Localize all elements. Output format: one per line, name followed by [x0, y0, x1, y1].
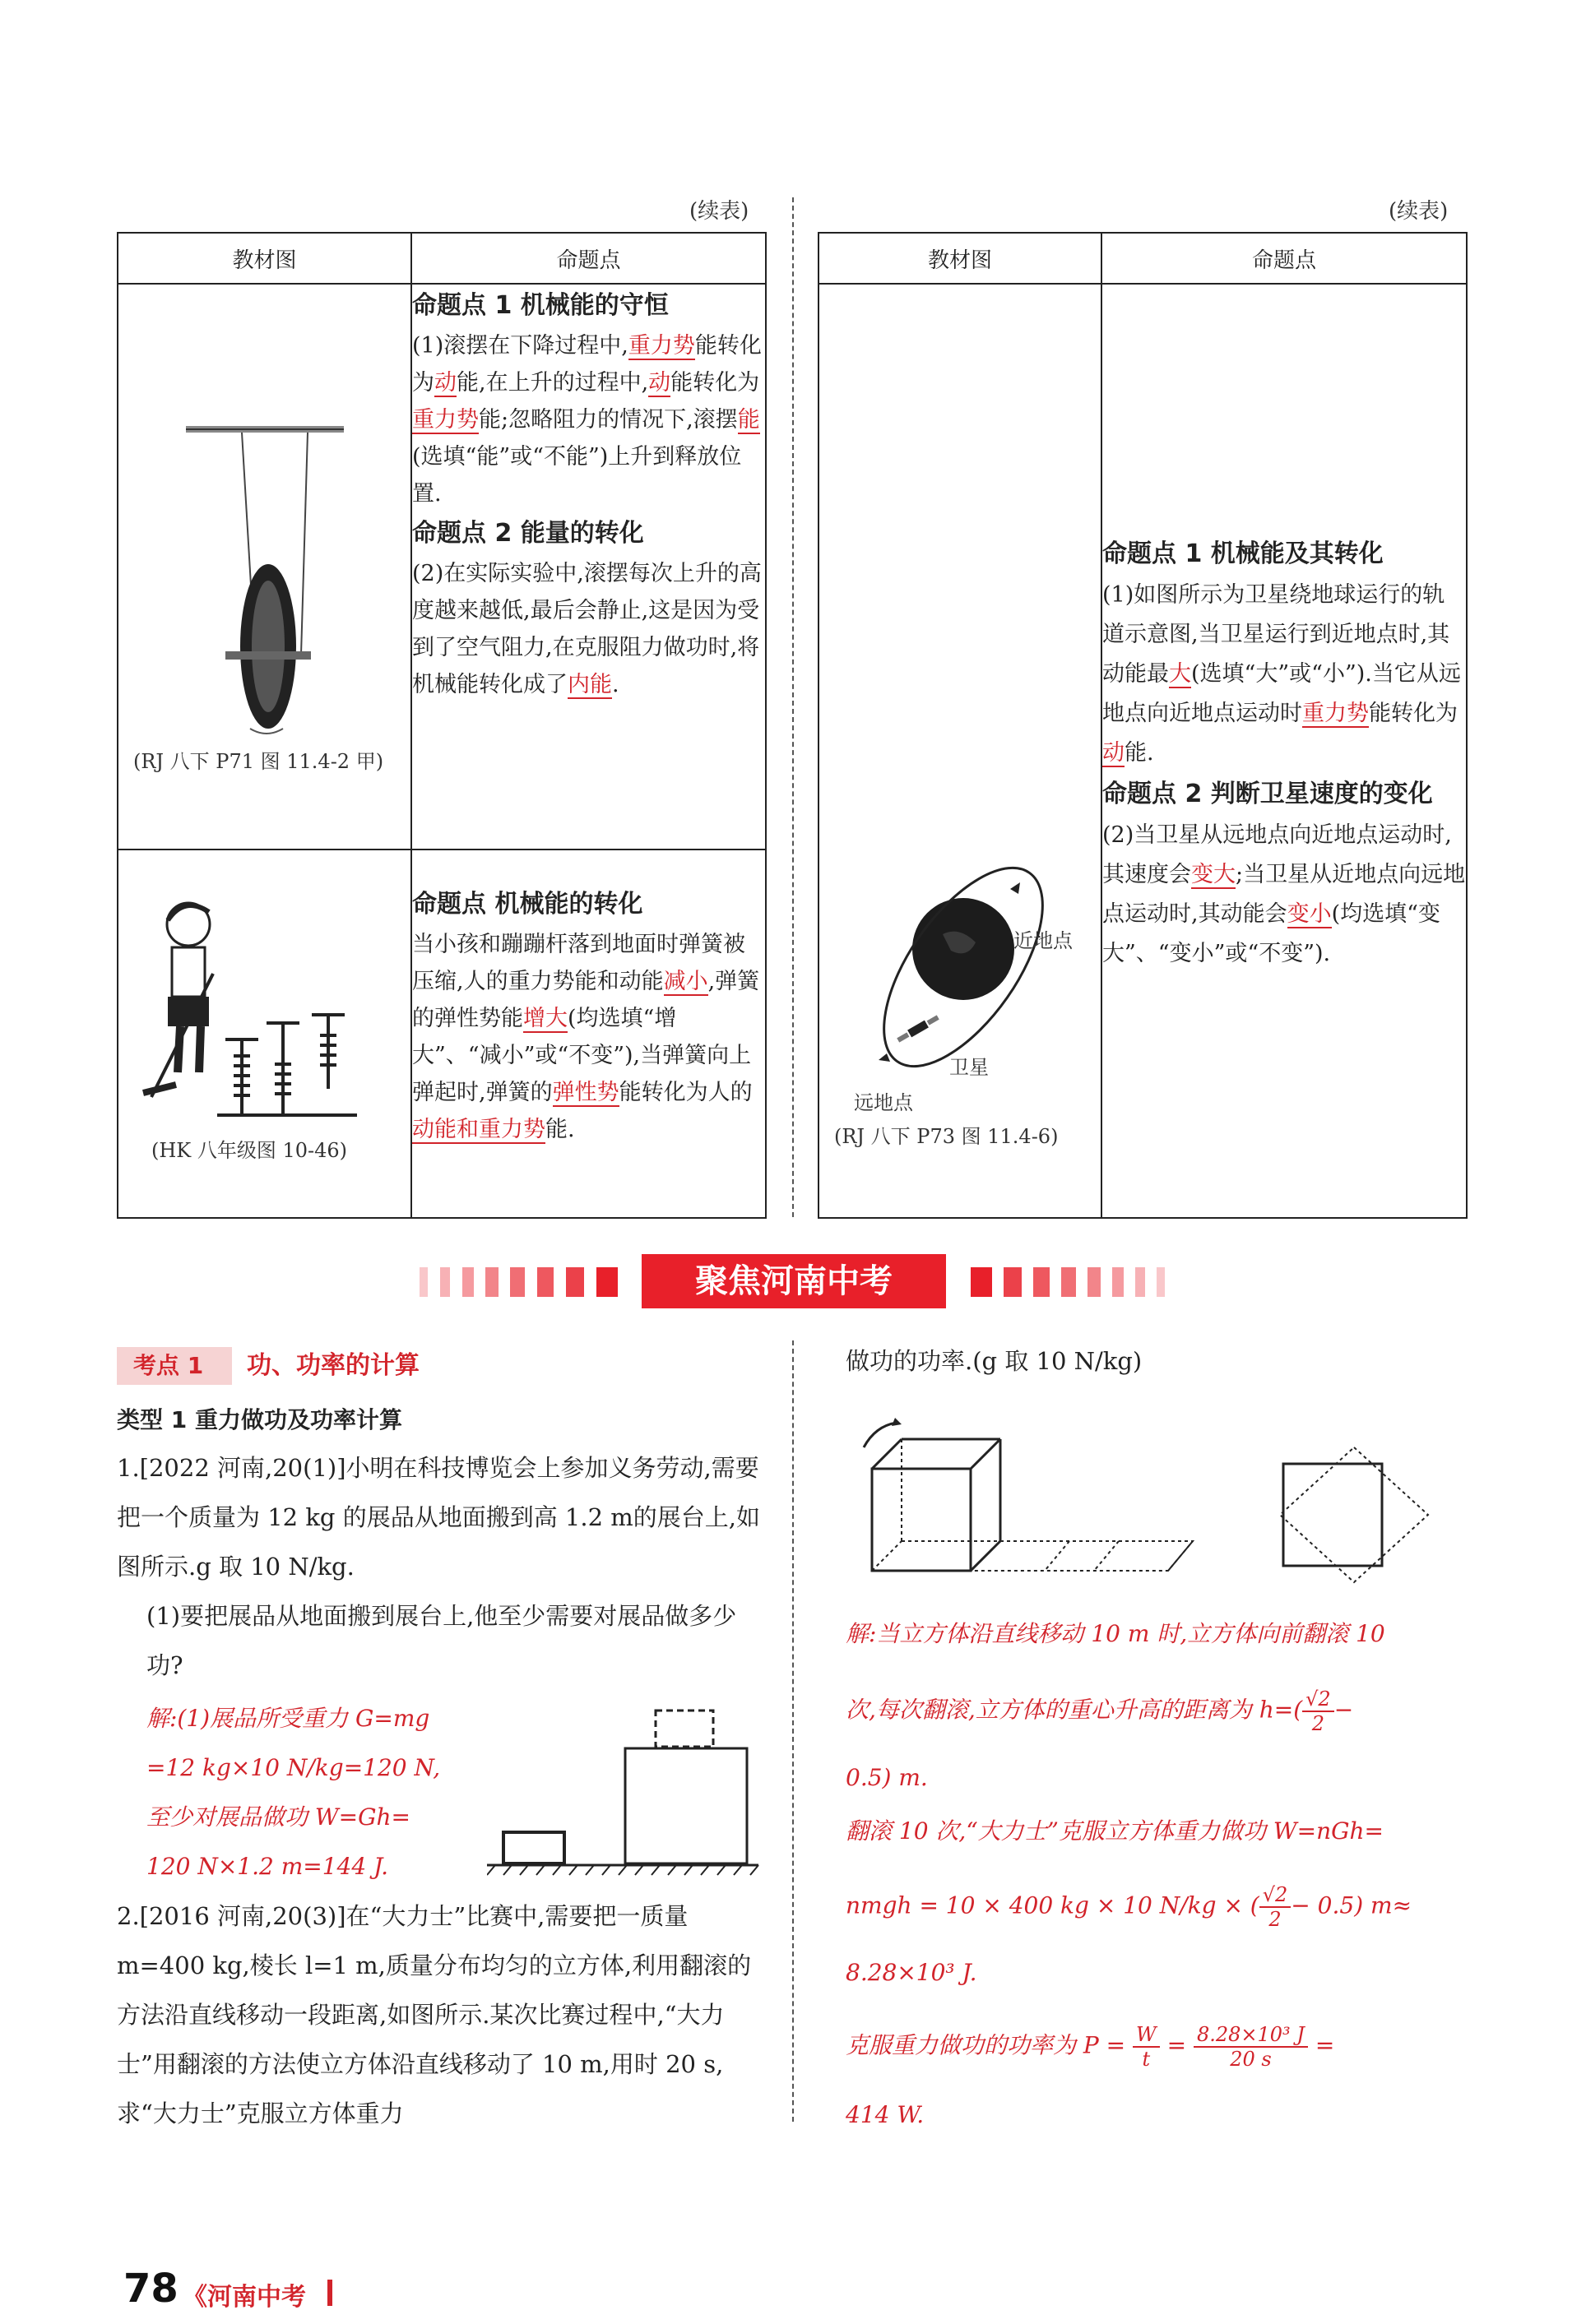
answer-blank: 动能和重力势	[412, 1117, 545, 1142]
left-table-header-point: 命题点	[411, 233, 766, 284]
answer-blank: 动	[648, 370, 671, 396]
satellite-caption: (RJ 八下 P73 图 11.4-6)	[834, 1125, 1059, 1148]
answer-blank: 动	[434, 370, 457, 396]
question-2-answer-line: 翻滚 10 次,“大力士”克服立方体重力做功 W=nGh=	[846, 1817, 1384, 1845]
maxwell-wheel-figure-cell	[118, 284, 411, 850]
answer-blank: 内能	[568, 672, 612, 697]
point-body: (2)在实际实验中,滚摆每次上升的高度越来越低,最后会静止,这是因为受到了空气阻力,在克服阻力做功时,将机械能转化成了内能.	[412, 561, 762, 697]
question-2-answer-line: 414 W.	[846, 2101, 925, 2128]
answer-blank: 动	[1102, 740, 1125, 766]
answer-blank: 重力势	[412, 407, 479, 433]
question-1-sub: (1)要把展品从地面搬到展台上,他至少需要对展品做多少功?	[146, 1602, 737, 1679]
maxwell-wheel-figure	[118, 285, 410, 811]
left-table	[117, 232, 767, 1219]
answer-blank: 变大	[1191, 862, 1236, 887]
banner-stripes-right	[962, 1267, 1193, 1297]
rolling-cube-figure	[847, 1406, 1489, 1595]
answer-blank: 变小	[1287, 901, 1332, 927]
pogo-stick-caption: (HK 八年级图 10-46)	[151, 1139, 348, 1162]
question-2-answer-line: 解:当立方体沿直线移动 10 m 时,立方体向前翻滚 10	[846, 1620, 1385, 1647]
question-2-answer-line: nmgh = 10 × 400 kg × 10 N/kg × ( $\frac{√2}{2}$ − 0.5) m≈	[846, 1883, 1412, 1931]
question-2-text: 2.[2016 河南,20(3)]在“大力士”比赛中,需要把一质量 m=400 kg,棱长 l=1 m,质量分布均匀的立方体,利用翻滚的方法沿直线移动一段距离,如图所示.某次比赛过程中,“大力士”用翻滚的方法使立方体沿直线移动了 10 m,用时 20 s,求“大力士”克服立方体重力	[117, 1902, 752, 2127]
fraction: $\frac{√2}{2}$	[1302, 1687, 1334, 1735]
maxwell-wheel-caption: (RJ 八下 P71 图 11.4-2 甲)	[133, 750, 384, 773]
point-title: 命题点 机械能的转化	[412, 890, 643, 919]
left-table-header-figure: 教材图	[118, 233, 411, 284]
column-divider-top	[792, 197, 794, 1217]
right-table-header-figure: 教材图	[819, 233, 1101, 284]
point-body: 当小孩和蹦蹦杆落到地面时弹簧被压缩,人的重力势能和动能减小,弹簧的弹性势能增大(均选填“增大”、“减小”或“不变”),当弹簧向上弹起时,弹簧的弹性势能转化为人的动能和重力势能.	[412, 932, 760, 1142]
book-name: 《河南中考	[183, 2283, 306, 2312]
question-type-title: 类型 1 重力做功及功率计算	[117, 1406, 402, 1433]
answer-blank: 弹性势	[552, 1080, 619, 1105]
continued-label-left: (续表)	[689, 199, 749, 224]
maxwell-wheel-points	[411, 284, 766, 850]
exam-point-title: 功、功率的计算	[247, 1351, 420, 1380]
question-1-answer-line: 至少对展品做功 W=Gh=	[146, 1803, 411, 1831]
question-2-answer-line: 8.28×10³ J.	[846, 1959, 977, 1986]
question-2-continued: 做功的功率.(g 取 10 N/kg)	[846, 1347, 1143, 1375]
question-1-answer-line: 解:(1)展品所受重力 G=mg	[146, 1705, 430, 1732]
fraction: $\frac{W}{t}$	[1133, 2023, 1160, 2071]
answer-blank: 增大	[523, 1006, 568, 1031]
question-2-answer-line: 次,每次翻滚,立方体的重心升高的距离为 h=( $\frac{√2}{2}$ −	[846, 1687, 1354, 1735]
point-title: 命题点 2 能量的转化	[412, 519, 644, 548]
point-body: (1)如图所示为卫星绕地球运行的轨道示意图,当卫星运行到近地点时,其动能最大(选填“大”或“小”).当它从远地点向近地点运动时重力势能转化为动能.	[1102, 582, 1461, 766]
page-number: 78	[123, 2266, 179, 2312]
point-title: 命题点 1 机械能的守恒	[412, 291, 669, 320]
right-table	[818, 232, 1468, 1219]
question-2-answer-line: 克服重力做功的功率为 P = $\frac{W}{t}$ = $\frac{\text{8.28×10³ J}}{20 s}$ =	[846, 2023, 1335, 2071]
banner-stripes-left	[403, 1267, 633, 1297]
satellite-label: 卫星	[949, 1056, 989, 1079]
continued-label-right: (续表)	[1389, 199, 1449, 224]
point-title: 命题点 1 机械能及其转化	[1102, 539, 1384, 568]
section-banner	[403, 1254, 1193, 1308]
exam-point-tag: 考点 1	[117, 1347, 232, 1385]
satellite-points	[1101, 284, 1467, 1218]
display-stand-figure	[487, 1694, 767, 1900]
banner-title: 聚焦河南中考	[642, 1254, 946, 1308]
point-body: (1)滚摆在下降过程中,重力势能转化为动能,在上升的过程中,动能转化为重力势能;忽略阻力的情况下,滚摆能(选填“能”或“不能”)上升到释放位置.	[412, 333, 762, 507]
question-1-answer-line: 120 N×1.2 m=144 J.	[146, 1853, 389, 1880]
right-table-header-point: 命题点	[1101, 233, 1467, 284]
answer-blank: 能	[737, 407, 760, 433]
question-2-answer-line: 0.5) m.	[846, 1764, 928, 1791]
answer-blank: 重力势	[1302, 701, 1369, 726]
satellite-figure-cell	[819, 284, 1101, 1218]
fraction: $\frac{√2}{2}$	[1259, 1883, 1292, 1931]
answer-blank: 减小	[663, 969, 708, 994]
answer-blank: 大	[1169, 661, 1191, 687]
far-point-label: 远地点	[854, 1091, 913, 1114]
question-1-text: 1.[2022 河南,20(1)]小明在科技博览会上参加义务劳动,需要把一个质量为 12 kg 的展品从地面搬到高 1.2 m的展台上,如图所示.g 取 10 N/kg.	[117, 1454, 760, 1581]
pogo-stick-figure-cell	[118, 850, 411, 1218]
column-divider-bottom	[792, 1340, 794, 2122]
answer-blank: 重力势	[628, 333, 695, 359]
fraction: $\frac{\text{8.28×10³ J}}{20 s}$	[1194, 2023, 1308, 2071]
question-1-answer-line: =12 kg×10 N/kg=120 N,	[146, 1754, 441, 1781]
pogo-stick-points	[411, 850, 766, 1218]
near-point-label: 近地点	[1013, 929, 1073, 952]
footer-bar	[327, 2280, 332, 2306]
point-body: (2)当卫星从远地点向近地点运动时,其速度会变大;当卫星从近地点向远地点运动时,其动能会变小(均选填“变大”、“变小”或“不变”).	[1102, 822, 1466, 966]
point-title: 命题点 2 判断卫星速度的变化	[1102, 780, 1433, 808]
